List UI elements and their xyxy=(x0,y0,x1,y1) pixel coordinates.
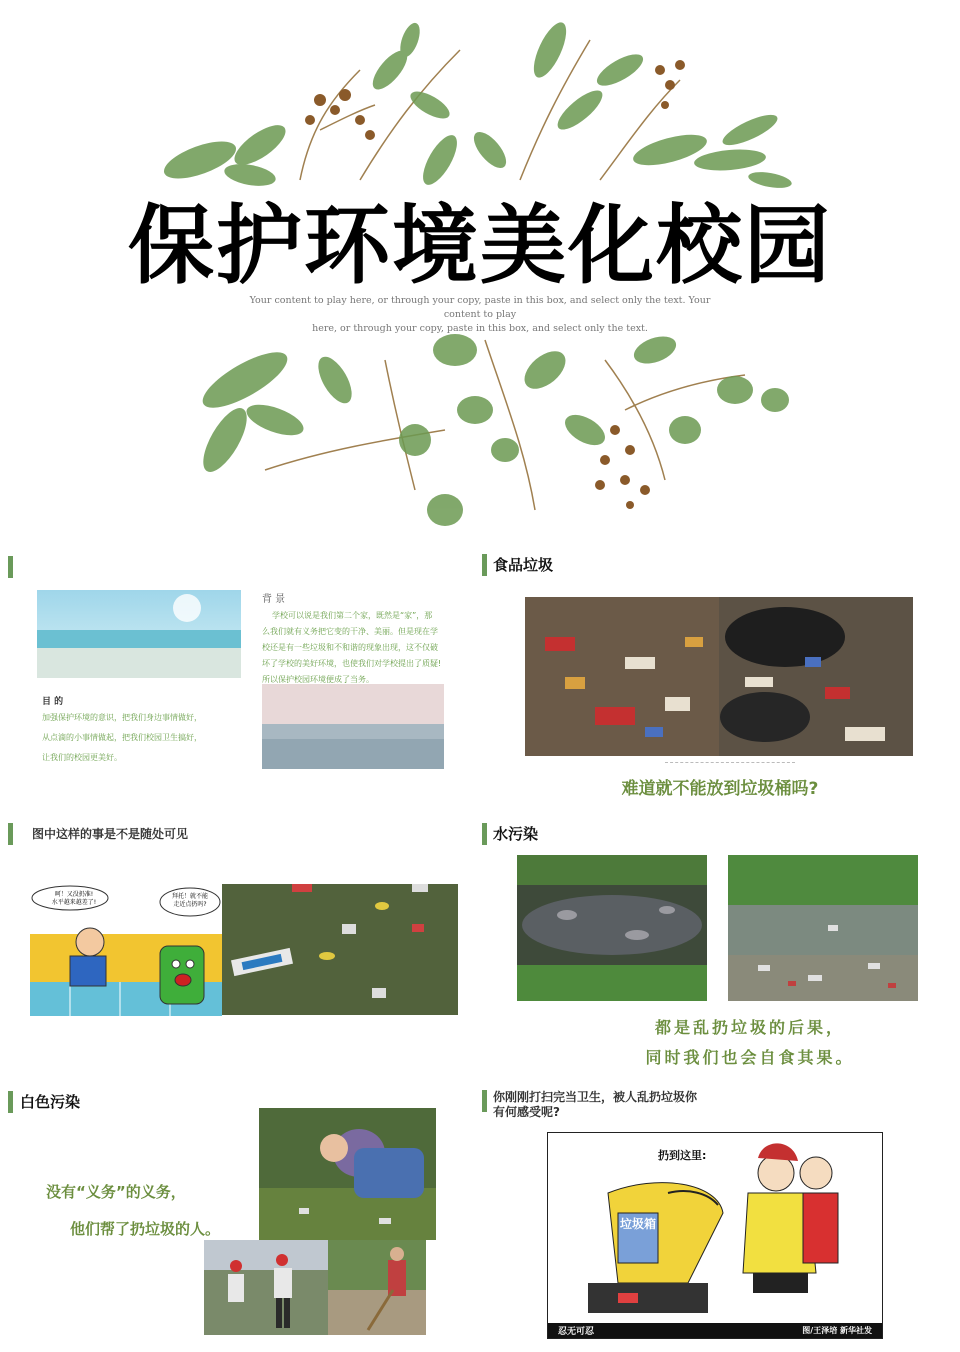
section-title: 白色污染 xyxy=(20,1093,81,1111)
section-title-line-2: 有何感受呢? xyxy=(493,1105,560,1119)
background-line-5: 所以保护校园环境便成了当务。 xyxy=(262,675,374,684)
goal-line-3: 让我们的校园更美好。 xyxy=(42,753,122,762)
white-pollution-caption-2: 他们帮了扔垃圾的人。 xyxy=(70,1220,221,1238)
section-title: 食品垃圾 xyxy=(493,556,554,574)
cover-title: 保护环境美化校园 xyxy=(128,196,832,296)
volunteers-photo xyxy=(204,1240,328,1335)
goal-paragraph xyxy=(42,708,242,768)
bubble-right-line-1: 拜托！就不能 xyxy=(171,893,208,900)
slide-water-pollution xyxy=(480,810,960,1080)
section-accent-bar xyxy=(8,556,13,578)
section-accent-bar xyxy=(482,1090,487,1112)
cover-subtitle-line-1: Your content to play here, or through your copy, paste in this box, and select only the text. Your content to play xyxy=(249,295,711,320)
food-waste-photo xyxy=(525,597,913,756)
cartoon-footer-bar xyxy=(548,1323,882,1338)
cartoon-bin-illustration xyxy=(548,1133,882,1323)
water-caption-line-1: 都是乱扔垃圾的后果， xyxy=(654,1018,845,1037)
section-accent-bar xyxy=(8,823,13,845)
bubble-right-line-2: 走近点扔吗? xyxy=(173,901,207,908)
slide-background-goal xyxy=(0,540,480,810)
background-line-1: 学校可以说是我们第二个家，既然是“家”，那 xyxy=(272,611,433,620)
section-accent-bar xyxy=(8,1091,13,1113)
slide-white-pollution xyxy=(0,1080,480,1352)
goal-line-2: 从点滴的小事情做起，把我们校园卫生搞好， xyxy=(42,733,202,742)
section-title: 图中这样的事是不是随处可见 xyxy=(32,827,189,841)
speech-bubble-left xyxy=(44,891,104,907)
cartoon-speech-text: 扔到这里: xyxy=(658,1149,707,1162)
top-foliage-illustration xyxy=(160,10,800,190)
background-line-3: 校还是有一些垃圾和不和谐的现象出现，这不仅破 xyxy=(262,643,438,652)
background-line-4: 坏了学校的美好环境，也使我们对学校提出了质疑! xyxy=(262,659,442,668)
cartoon-frame xyxy=(547,1132,883,1339)
beach-photo xyxy=(37,590,241,678)
food-waste-caption: 难道就不能放到垃圾桶吗? xyxy=(621,779,819,799)
speech-bubble-right xyxy=(162,893,218,909)
sea-photo xyxy=(262,684,444,769)
polluted-water-photo-right xyxy=(728,855,918,1001)
cartoon-footer-right: 图/王泽培 新华社发 xyxy=(802,1326,872,1335)
section-accent-bar xyxy=(482,823,487,845)
background-line-2: 么我们就有义务把它变的干净、美丽。但是现在学 xyxy=(262,627,438,636)
section-title-line-1: 你刚刚打扫完当卫生，被人乱扔垃圾你 xyxy=(493,1090,698,1104)
bubble-left-line-2: 水平越来越差了! xyxy=(51,899,97,906)
dashed-divider xyxy=(665,762,795,763)
cover-slide xyxy=(0,0,960,540)
bin-label: 垃圾箱 xyxy=(620,1217,657,1231)
slide-everywhere xyxy=(0,810,480,1080)
section-accent-bar xyxy=(482,554,487,576)
goal-heading: 目 的 xyxy=(42,697,64,707)
white-pollution-caption-1: 没有“义务”的义务， xyxy=(46,1183,186,1201)
grass-litter-photo xyxy=(222,884,458,1015)
sweeping-photo xyxy=(328,1240,426,1335)
section-title xyxy=(493,1090,697,1120)
background-heading: 背 景 xyxy=(262,594,286,605)
slide-how-do-you-feel xyxy=(480,1080,960,1352)
cover-subtitle-line-2: here, or through your copy, paste in this box, and select only the text. xyxy=(312,323,648,334)
section-title: 水污染 xyxy=(493,825,539,843)
goal-line-1: 加强保护环境的意识，把我们身边事情做好， xyxy=(42,713,202,722)
cartoon-footer-left: 忍无可忍 xyxy=(558,1327,595,1337)
water-caption-line-2: 同时我们也会自食其果。 xyxy=(645,1048,855,1067)
slide-food-waste xyxy=(480,540,960,810)
bottom-foliage-illustration xyxy=(185,320,795,535)
polluted-water-photo-left xyxy=(517,855,707,1001)
water-pollution-caption xyxy=(480,1013,960,1073)
background-paragraph xyxy=(262,608,452,688)
picking-up-trash-photo xyxy=(259,1108,436,1240)
bubble-left-line-1: 呵！又没扔准! xyxy=(54,891,94,898)
